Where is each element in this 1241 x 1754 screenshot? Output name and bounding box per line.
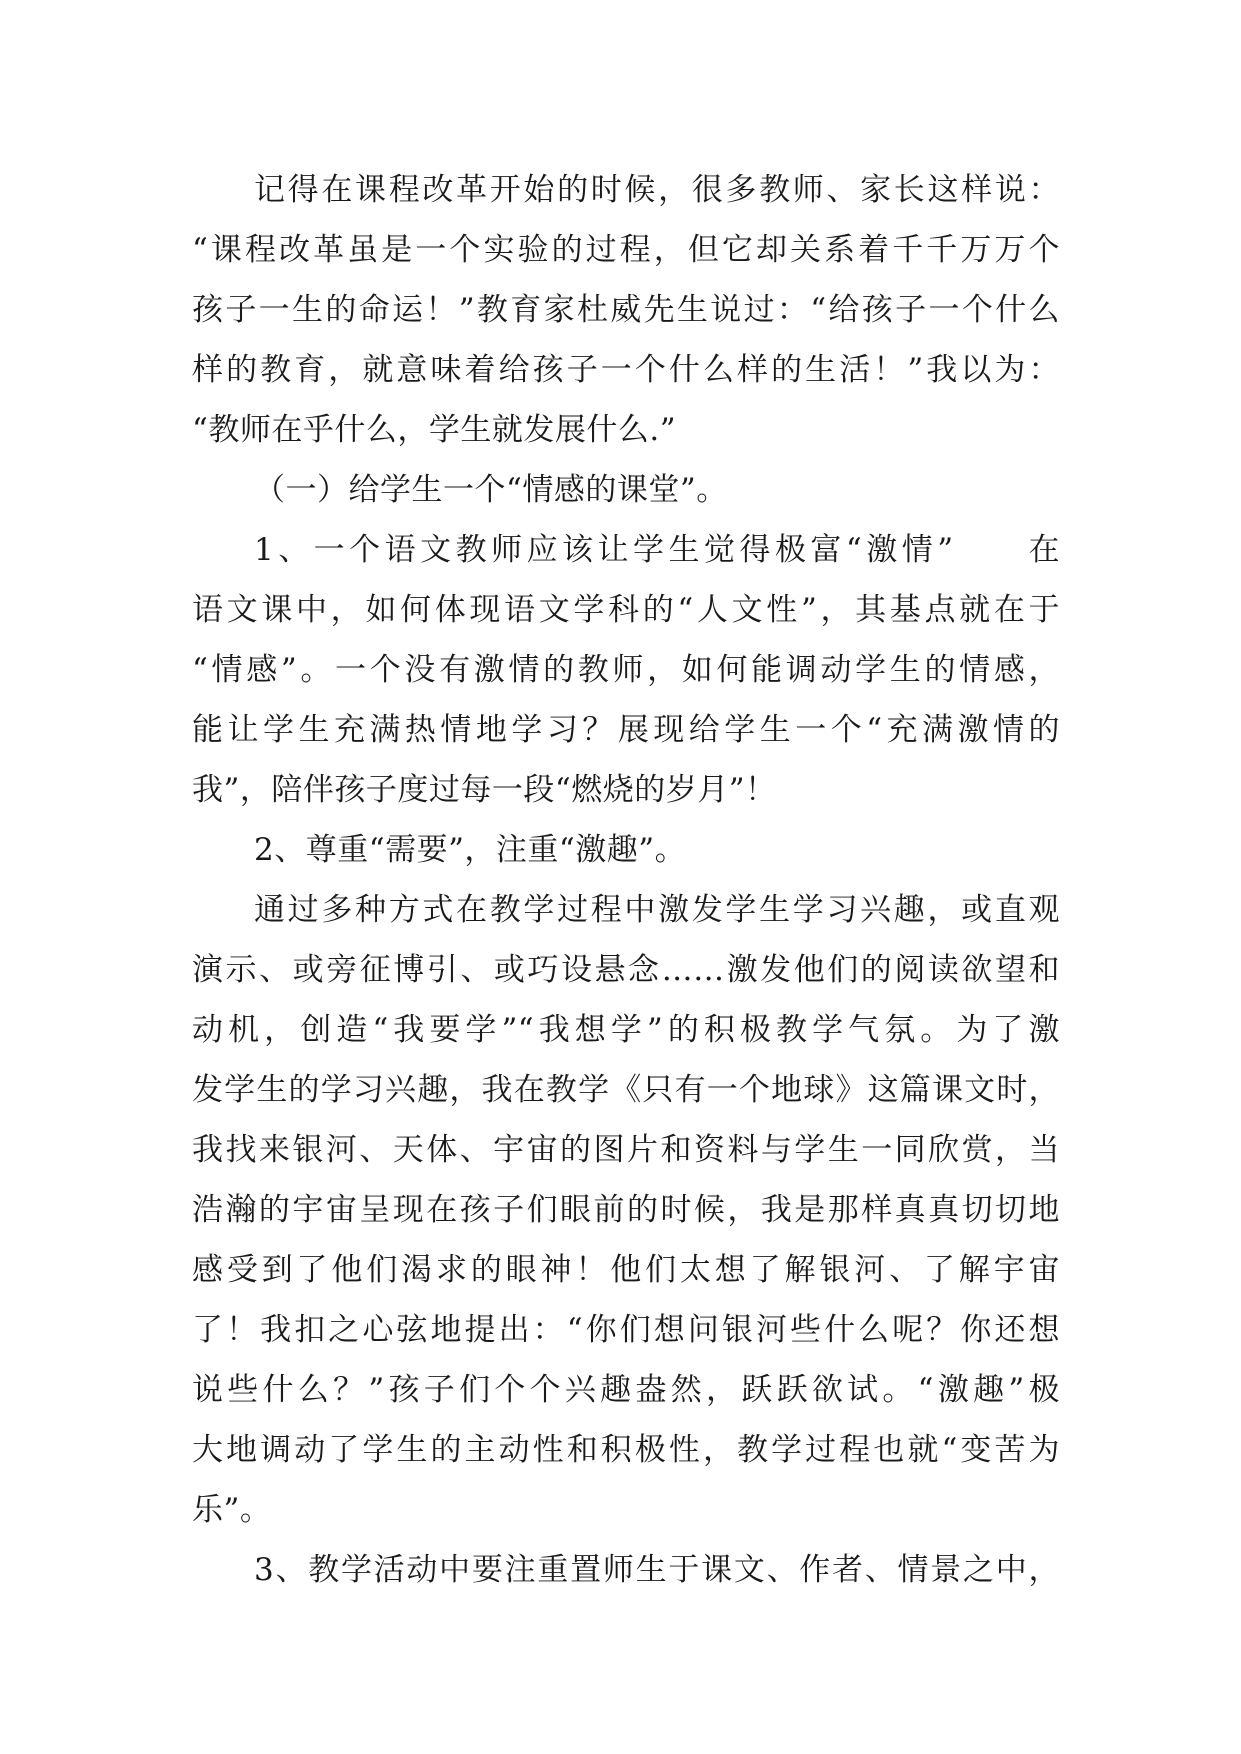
text-line: “情感”。一个没有激情的教师，如何能调动学生的情感， [192,652,1060,688]
document-body [192,160,1060,1600]
text-line: 我”，陪伴孩子度过每一段“燃烧的岁月”！ [192,772,777,808]
text-line: 乐”。 [192,1492,272,1528]
text-line: 大地调动了学生的主动性和积极性，教学过程也就“变苦为 [192,1432,1060,1468]
text-line: （一）给学生一个“情感的课堂”。 [254,472,728,508]
text-line: 通过多种方式在教学过程中激发学生学习兴趣，或直观 [254,892,1060,928]
text-line: 能让学生充满热情地学习？展现给学生一个“充满激情的 [192,712,1060,748]
document-page [192,160,1060,1600]
text-line: 我找来银河、天体、宇宙的图片和资料与学生一同欣赏，当 [192,1132,1060,1168]
text-line: 3、教学活动中要注重置师生于课文、作者、情景之中， [254,1552,1060,1588]
text-line: 动机，创造“我要学”“我想学”的积极教学气氛。为了激 [192,1012,1060,1048]
text-line: 语文课中，如何体现语文学科的“人文性”，其基点就在于 [192,592,1060,628]
text-line: 演示、或旁征博引、或巧设悬念……激发他们的阅读欲望和 [192,952,1060,988]
text-line: 浩瀚的宇宙呈现在孩子们眼前的时候，我是那样真真切切地 [192,1192,1060,1228]
text-line: 了！我扣之心弦地提出：“你们想问银河些什么呢？你还想 [192,1312,1060,1348]
text-line: 1、一个语文教师应该让学生觉得极富“激情” 在 [254,532,1060,568]
text-line: 感受到了他们渴求的眼神！他们太想了解银河、了解宇宙 [192,1252,1060,1288]
text-line: 2、尊重“需要”，注重“激趣”。 [254,832,687,868]
text-line: 说些什么？”孩子们个个兴趣盎然，跃跃欲试。“激趣”极 [192,1372,1060,1408]
text-line: 孩子一生的命运！”教育家杜威先生说过：“给孩子一个什么 [192,292,1060,328]
text-line: 样的教育，就意味着给孩子一个什么样的生活！”我以为： [192,352,1060,388]
text-line: 记得在课程改革开始的时候，很多教师、家长这样说： [254,172,1060,208]
text-line: 发学生的学习兴趣，我在教学《只有一个地球》这篇课文时， [192,1072,1060,1108]
text-line: “课程改革虽是一个实验的过程，但它却关系着千千万万个 [192,232,1060,268]
text-line: “教师在乎什么，学生就发展什么.” [192,412,677,448]
